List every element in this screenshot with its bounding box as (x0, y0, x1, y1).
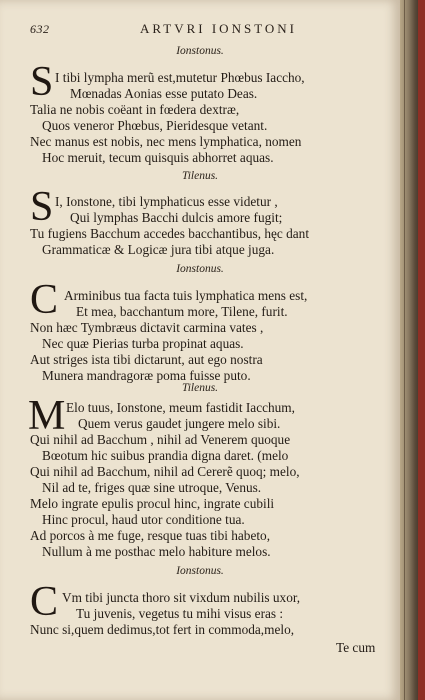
verse-line: Qui nihil ad Bacchum , nihil ad Venerem quoque (30, 432, 291, 447)
red-page-edge (418, 0, 425, 700)
verse-line: Quem verus gaudet jungere melo sibi. (78, 416, 281, 431)
verse-line: Munera mandragoræ poma fuisse puto. (42, 368, 251, 383)
drop-initial: S (30, 59, 54, 105)
verse-line: Hinc procul, haud utor conditione tua. (42, 512, 245, 527)
speaker-heading: Ionstonus. (176, 565, 224, 577)
running-head: ARTVRI IONSTONI (140, 21, 298, 36)
verse-line: Nunc si,quem dedimus,tot fert in commoda,melo, (30, 622, 295, 637)
speaker-heading: Tilenus. (181, 170, 219, 182)
verse-line: Qui lymphas Bacchi dulcis amore fugit; (70, 210, 283, 225)
verse-line: Aut striges ista tibi dictarunt, aut ego nostra (30, 352, 263, 367)
verse-line: Elo tuus, Ionstone, meum fastidit Iacchum, (66, 400, 295, 415)
verse-line: Nec manus est nobis, nec mens lymphatica, nomen (30, 134, 302, 149)
verse-line: I tibi lympha merũ est,mutetur Phœbus Iaccho, (55, 70, 305, 85)
speaker-heading: Ionstonus. (176, 45, 224, 57)
verse-line: Qui nihil ad Bacchum, nihil ad Cererẽ quoq; melo, (30, 464, 300, 479)
verse-line: Melo ingrate epulis procul hinc, ingrate cubili (30, 496, 275, 511)
verse-line: Non hæc Tymbræus dictavit carmina vates , (30, 320, 264, 335)
verse-line: Et mea, bacchantum more, Tilene, furit. (76, 304, 288, 319)
verse-line: Talia ne nobis coëant in fœdera dextræ, (30, 102, 240, 117)
verse-line: Nec quæ Pierias turba propinat aquas. (42, 336, 244, 351)
verse-line: Nullum à me posthac melo habiture melos. (42, 544, 271, 559)
drop-initial: C (30, 579, 59, 625)
verse-line: Quos veneror Phœbus, Pieridesque vetant. (42, 118, 268, 133)
verse-line: Hoc meruit, tecum quisquis abhorret aquas. (42, 150, 274, 165)
verse-line: Mœnadas Aonias esse putato Deas. (70, 86, 258, 101)
verse-line: Ad porcos à me fuge, resque tuas tibi habeto, (30, 528, 271, 543)
verse-line: Grammaticæ & Logicæ jura tibi atque juga. (42, 242, 275, 257)
verse-line: Vm tibi juncta thoro sit vixdum nubilis uxor, (62, 590, 301, 605)
verse-line: Arminibus tua facta tuis lymphatica mens est, (64, 288, 308, 303)
page-edge-line (404, 0, 405, 700)
verse-line: I, Ionstone, tibi lymphaticus esse videtur , (55, 194, 278, 209)
verse-line: Nil ad te, friges quæ sine utroque, Venus. (42, 480, 262, 495)
verse-line: Bœotum hic suibus prandia digna daret. (melo (42, 448, 289, 463)
speaker-heading: Ionstonus. (176, 263, 224, 275)
catchword: Te cum (336, 640, 376, 655)
speaker-heading: Tilenus. (181, 382, 219, 394)
drop-initial: M (28, 393, 66, 439)
verse-line: Tu fugiens Bacchum accedes bacchantibus, hęc dant (30, 226, 310, 241)
verse-line: Tu juvenis, vegetus tu mihi visus eras : (76, 606, 284, 621)
page-number: 632 (30, 22, 50, 36)
drop-initial: S (30, 184, 54, 230)
drop-initial: C (30, 277, 59, 323)
